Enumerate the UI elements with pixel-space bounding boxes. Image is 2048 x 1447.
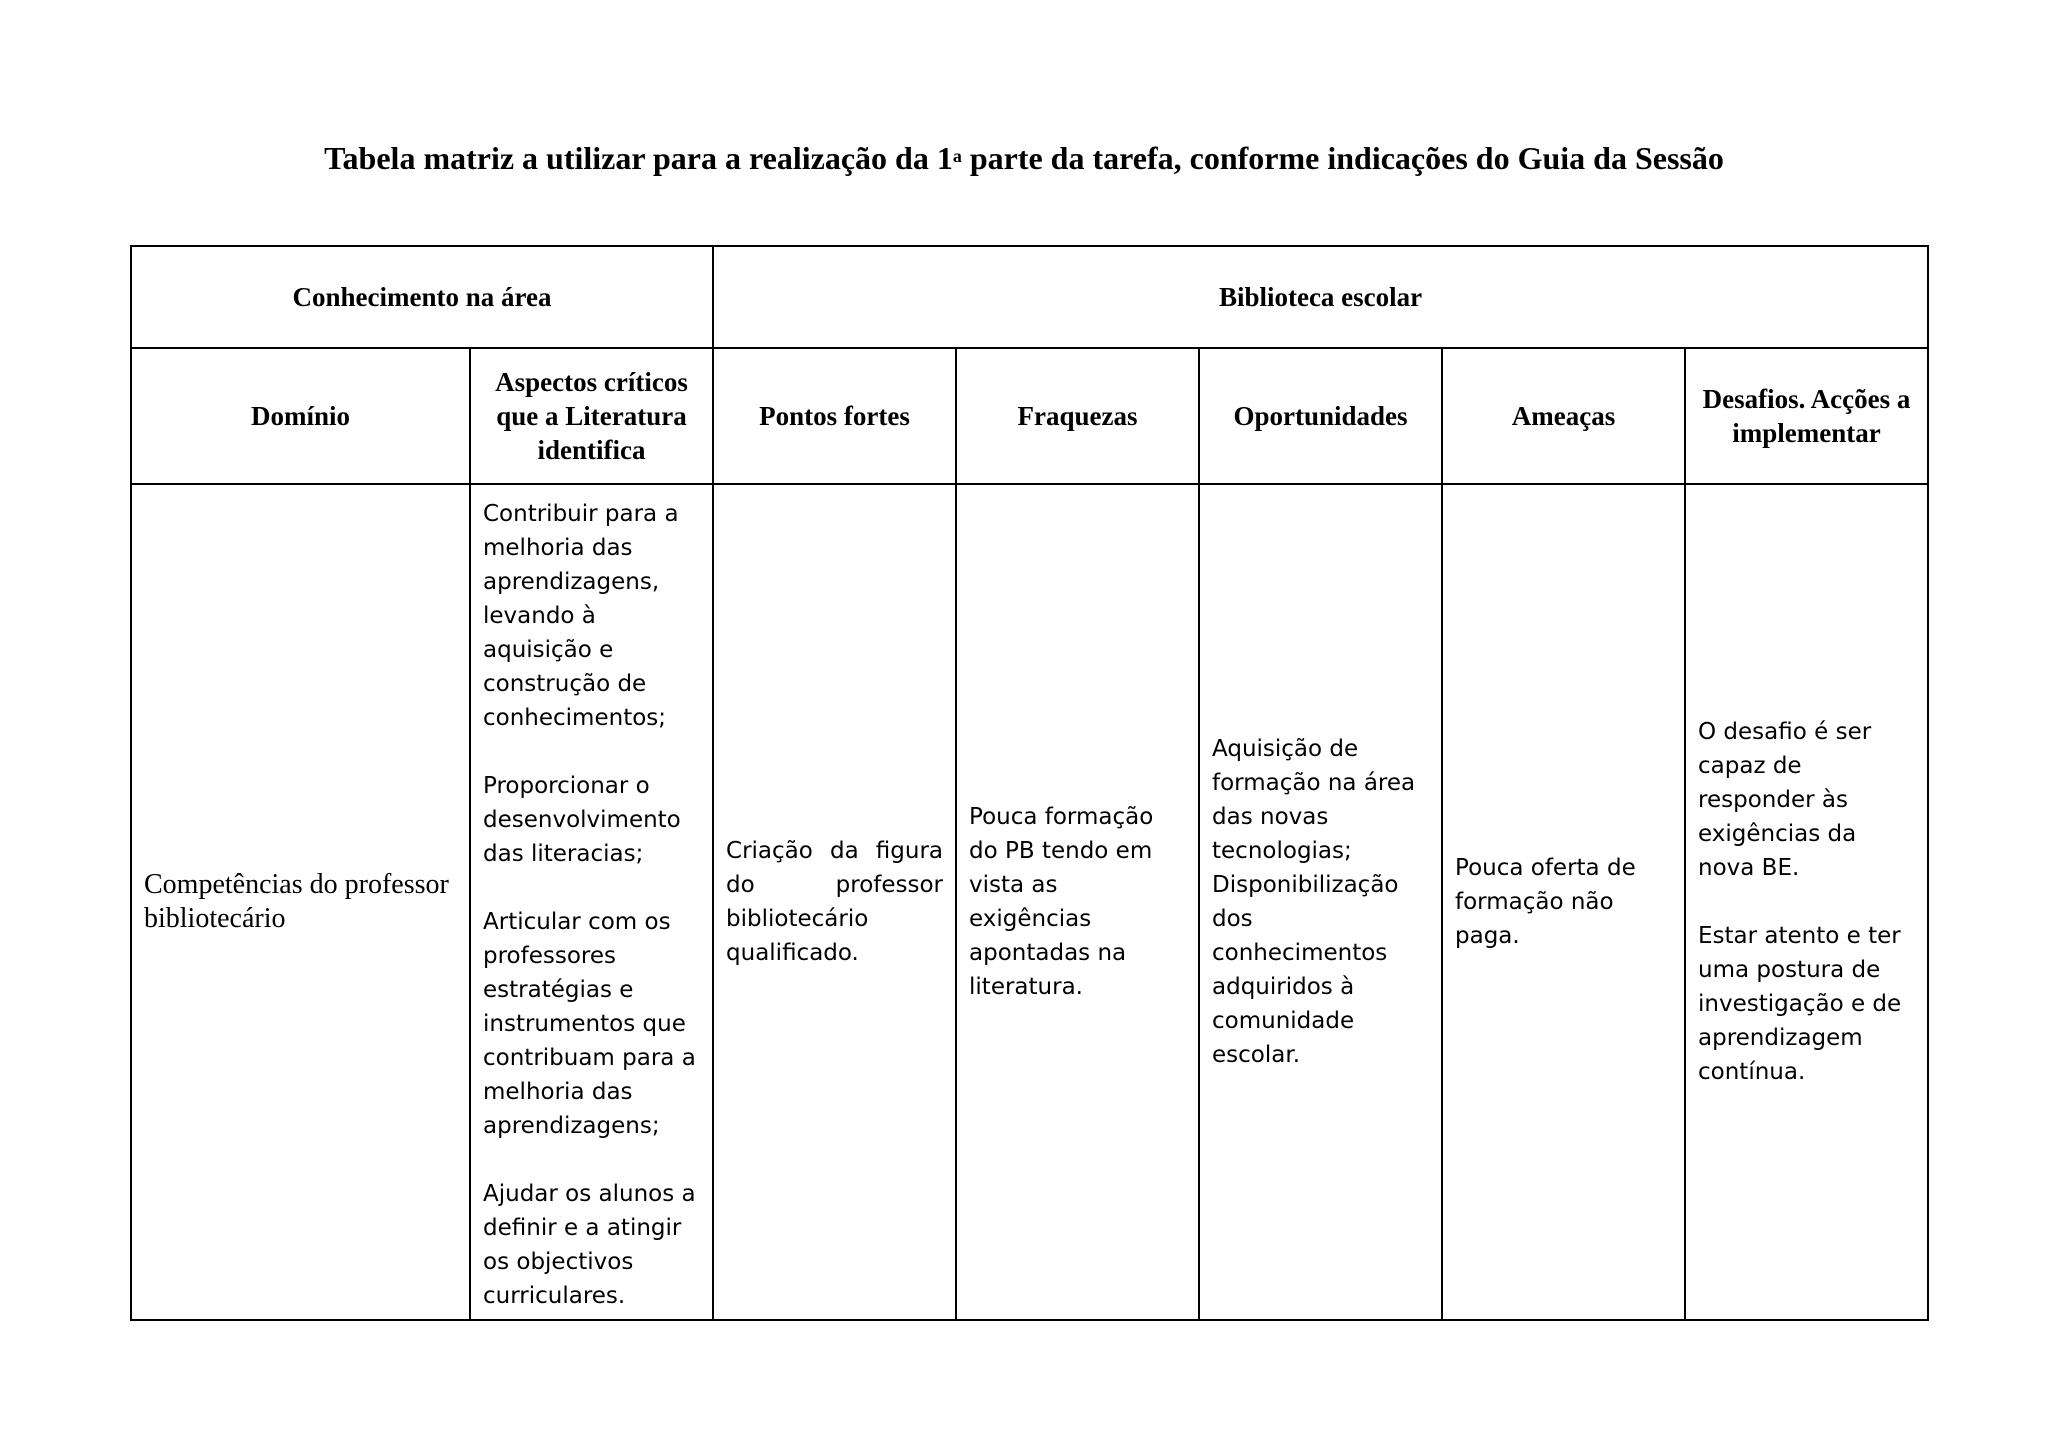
column-header-row bbox=[131, 348, 1928, 484]
cell-ameacas: Pouca oferta de formação não paga. bbox=[1442, 484, 1685, 1320]
desafios-paragraph: O desafio é ser capaz de responder às exigências da nova BE. bbox=[1698, 719, 1872, 881]
column-header-fraquezas: Fraquezas bbox=[956, 348, 1199, 484]
group-header-knowledge: Conhecimento na área bbox=[131, 246, 713, 348]
column-header-oportunidades: Oportunidades bbox=[1199, 348, 1442, 484]
column-header-ameacas: Ameaças bbox=[1442, 348, 1685, 484]
column-header-aspectos: Aspectos críticos que a Literatura identifica bbox=[470, 348, 713, 484]
column-header-dominio: Domínio bbox=[131, 348, 470, 484]
group-header-row bbox=[131, 246, 1928, 348]
title-text-end: parte da tarefa, conforme indicações do Guia da Sessão bbox=[961, 140, 1724, 176]
cell-pontos-fortes: Criação da figura do professor bibliotecário qualificado. bbox=[713, 484, 956, 1320]
cell-dominio: Competências do professor bibliotecário bbox=[131, 484, 470, 1320]
page-title bbox=[0, 138, 2048, 178]
column-header-pontos-fortes: Pontos fortes bbox=[713, 348, 956, 484]
title-text-start: Tabela matriz a utilizar para a realização da 1 bbox=[324, 140, 953, 176]
cell-fraquezas: Pouca formação do PB tendo em vista as exigências apontadas na literatura. bbox=[956, 484, 1199, 1320]
cell-desafios bbox=[1685, 484, 1928, 1320]
swot-matrix-table bbox=[130, 245, 1929, 1321]
cell-oportunidades: Aquisição de formação na área das novas tecnologias; Disponibilização dos conhecimentos adquiridos à comunidade escolar. bbox=[1199, 484, 1442, 1320]
aspectos-paragraph: Articular com os professores estratégias e instrumentos que contribuam para a melhoria das aprendizagens; bbox=[483, 909, 696, 1139]
column-header-desafios: Desafios. Acções a implementar bbox=[1685, 348, 1928, 484]
aspectos-paragraph: Contribuir para a melhoria das aprendizagens, levando à aquisição e construção de conhecimentos; bbox=[483, 501, 679, 731]
title-ordinal-superscript: a bbox=[952, 146, 962, 166]
aspectos-paragraph: Proporcionar o desenvolvimento das literacias; bbox=[483, 773, 681, 867]
aspectos-paragraph: Ajudar os alunos a definir e a atingir os objectivos curriculares. bbox=[483, 1181, 696, 1309]
group-header-library: Biblioteca escolar bbox=[713, 246, 1928, 348]
desafios-paragraph: Estar atento e ter uma postura de investigação e de aprendizagem contínua. bbox=[1698, 923, 1902, 1085]
cell-aspectos bbox=[470, 484, 713, 1320]
table-row bbox=[131, 484, 1928, 1320]
